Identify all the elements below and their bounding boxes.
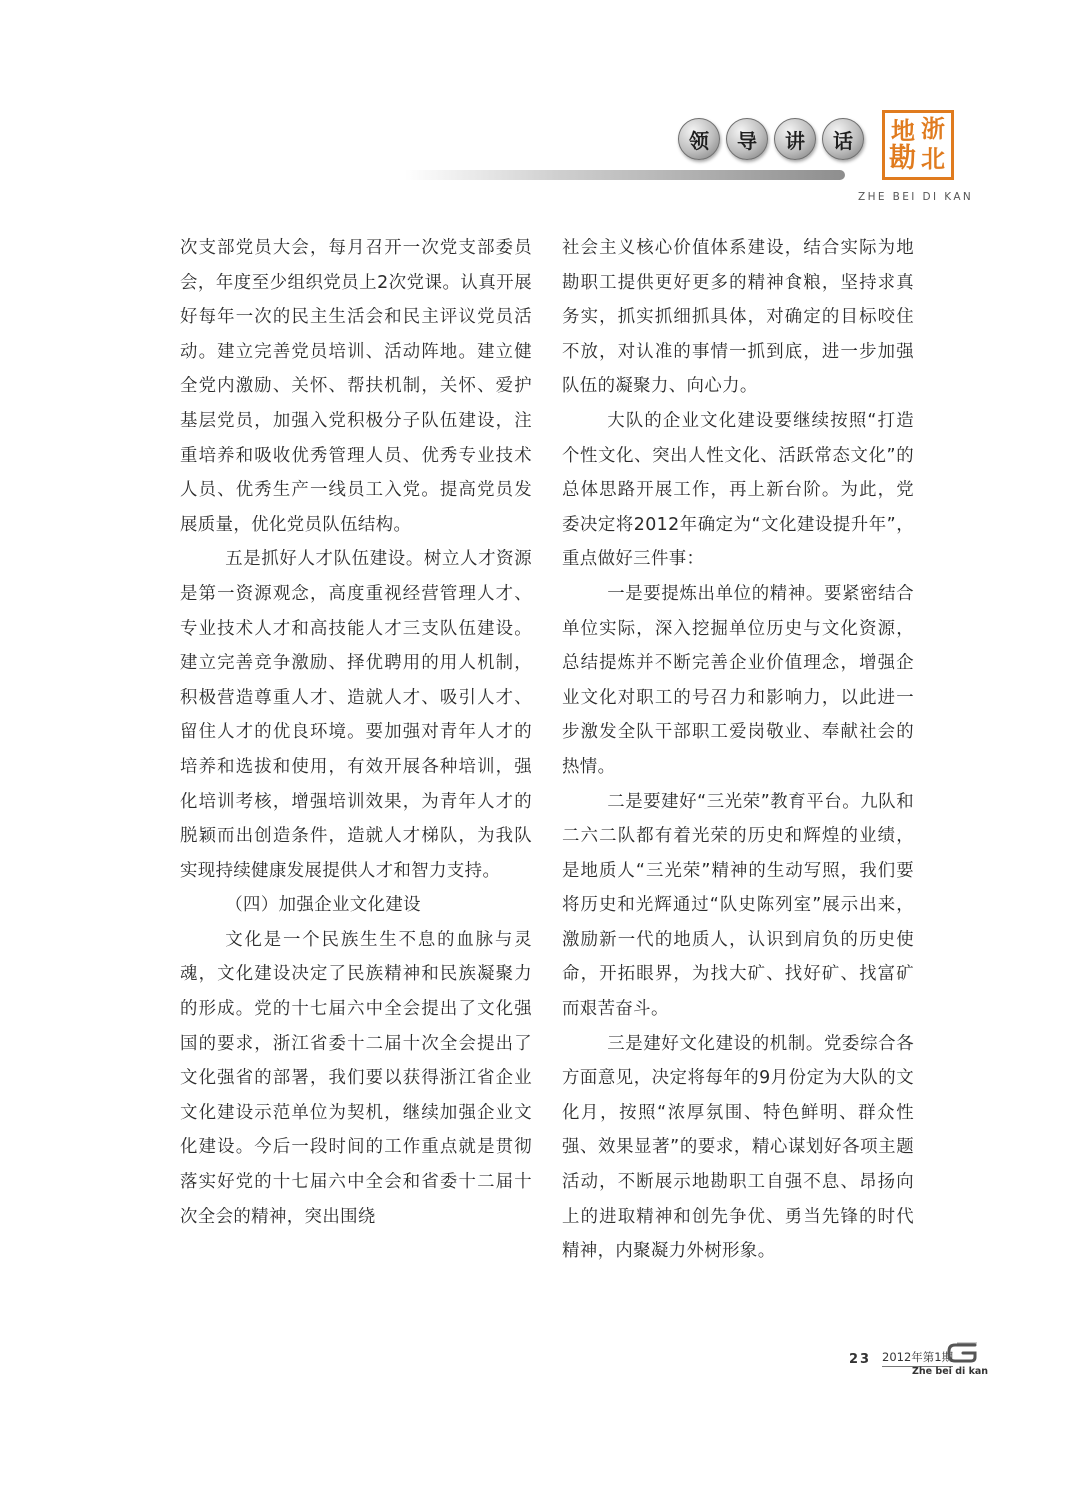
paragraph: 二是要建好“三光荣”教育平台。九队和二六二队都有着光荣的历史和辉煌的业绩，是地质人“三光荣”精神的生动写照，我们要将历史和光辉通过“队史陈列室”展示出来，激励新一代的地质人，认识到肩负的历史使命，开拓眼界，为找大矿、找好矿、找富矿而艰苦奋斗。 — [562, 791, 914, 1020]
section-title-char: 领 — [678, 118, 720, 160]
section-title-char: 导 — [726, 118, 768, 160]
section-title — [678, 118, 864, 160]
paragraph: 三是建好文化建设的机制。党委综合各方面意见，决定将每年的9月份定为大队的文化月，按照“浓厚氛围、特色鲜明、群众性强、效果显著”的要求，精心谋划好各项主题活动，不断展示地勘职工自强不息、昂扬向上的进取精神和创先争优、勇当先锋的时代精神，内聚凝力外树形象。 — [562, 1033, 914, 1262]
journal-name-english: Zhe bei di kan — [912, 1366, 989, 1377]
section-subheading: （四）加强企业文化建设 — [225, 895, 421, 916]
right-column — [562, 231, 914, 1269]
paragraph: 社会主义核心价值体系建设，结合实际为地勘职工提供更好更多的精神食粮，坚持求真务实，抓实抓细抓具体，对确定的目标咬住不放，对认准的事情一抓到底，进一步加强队伍的凝聚力、向心力。 — [562, 238, 914, 397]
logo-char: 地 — [891, 116, 915, 145]
page-number: 23 — [849, 1352, 872, 1367]
paragraph: 五是抓好人才队伍建设。树立人才资源是第一资源观念，高度重视经营管理人才、专业技术人才和高技能人才三支队伍建设。建立完善竞争激励、择优聘用的用人机制，积极营造尊重人才、造就人才、吸引人才、留住人才的优良环境。要加强对青年人才的培养和选拔和使用，有效开展各种培训，强化培训考核，增强培训效果，为青年人才的脱颖而出创造条件，造就人才梯队，为我队实现持续健康发展提供人才和智力支持。 — [180, 549, 532, 881]
paragraph: 文化是一个民族生生不息的血脉与灵魂，文化建设决定了民族精神和民族凝聚力的形成。党的十七届六中全会提出了文化强国的要求，浙江省委十二届十次全会提出了文化强省的部署，我们要以获得浙江省企业文化建设示范单位为契机，继续加强企业文化建设。今后一段时间的工作重点就是贯彻落实好党的十七届六中全会和省委十二届十次全会的精神，突出围绕 — [180, 929, 532, 1227]
paragraph: 大队的企业文化建设要继续按照“打造个性文化、突出人性文化、活跃常态文化”的总体思路开展工作，再上新台阶。为此，党委决定将2012年确定为“文化建设提升年”，重点做好三件事： — [562, 410, 914, 570]
journal-logo — [882, 110, 954, 180]
journal-logo-icon — [946, 1342, 978, 1364]
logo-char: 北 — [921, 144, 945, 173]
issue-label: 2012年第1期 — [882, 1349, 953, 1367]
logo-char: 勘 — [889, 143, 916, 174]
left-column — [180, 231, 532, 1234]
section-title-char: 讲 — [774, 118, 816, 160]
page-header — [0, 0, 1084, 210]
section-title-char: 话 — [822, 118, 864, 160]
paragraph: 次支部党员大会，每月召开一次党支部委员会，年度至少组织党员上2次党课。认真开展好每年一次的民主生活会和民主评议党员活动。建立完善党员培训、活动阵地。建立健全党内激励、关怀、帮扶机制，关怀、爱护基层党员，加强入党积极分子队伍建设，注重培养和吸收优秀管理人员、优秀专业技术人员、优秀生产一线员工入党。提高党员发展质量，优化党员队伍结构。 — [180, 238, 532, 535]
journal-logo-english: ZHE BEI DI KAN — [858, 191, 974, 203]
paragraph: 一是要提炼出单位的精神。要紧密结合单位实际，深入挖掘单位历史与文化资源，总结提炼并不断完善企业价值理念，增强企业文化对职工的号召力和影响力，以此进一步激发全队干部职工爱岗敬业、奉献社会的热情。 — [562, 583, 914, 777]
header-rule — [405, 170, 845, 180]
logo-char: 浙 — [921, 114, 945, 143]
